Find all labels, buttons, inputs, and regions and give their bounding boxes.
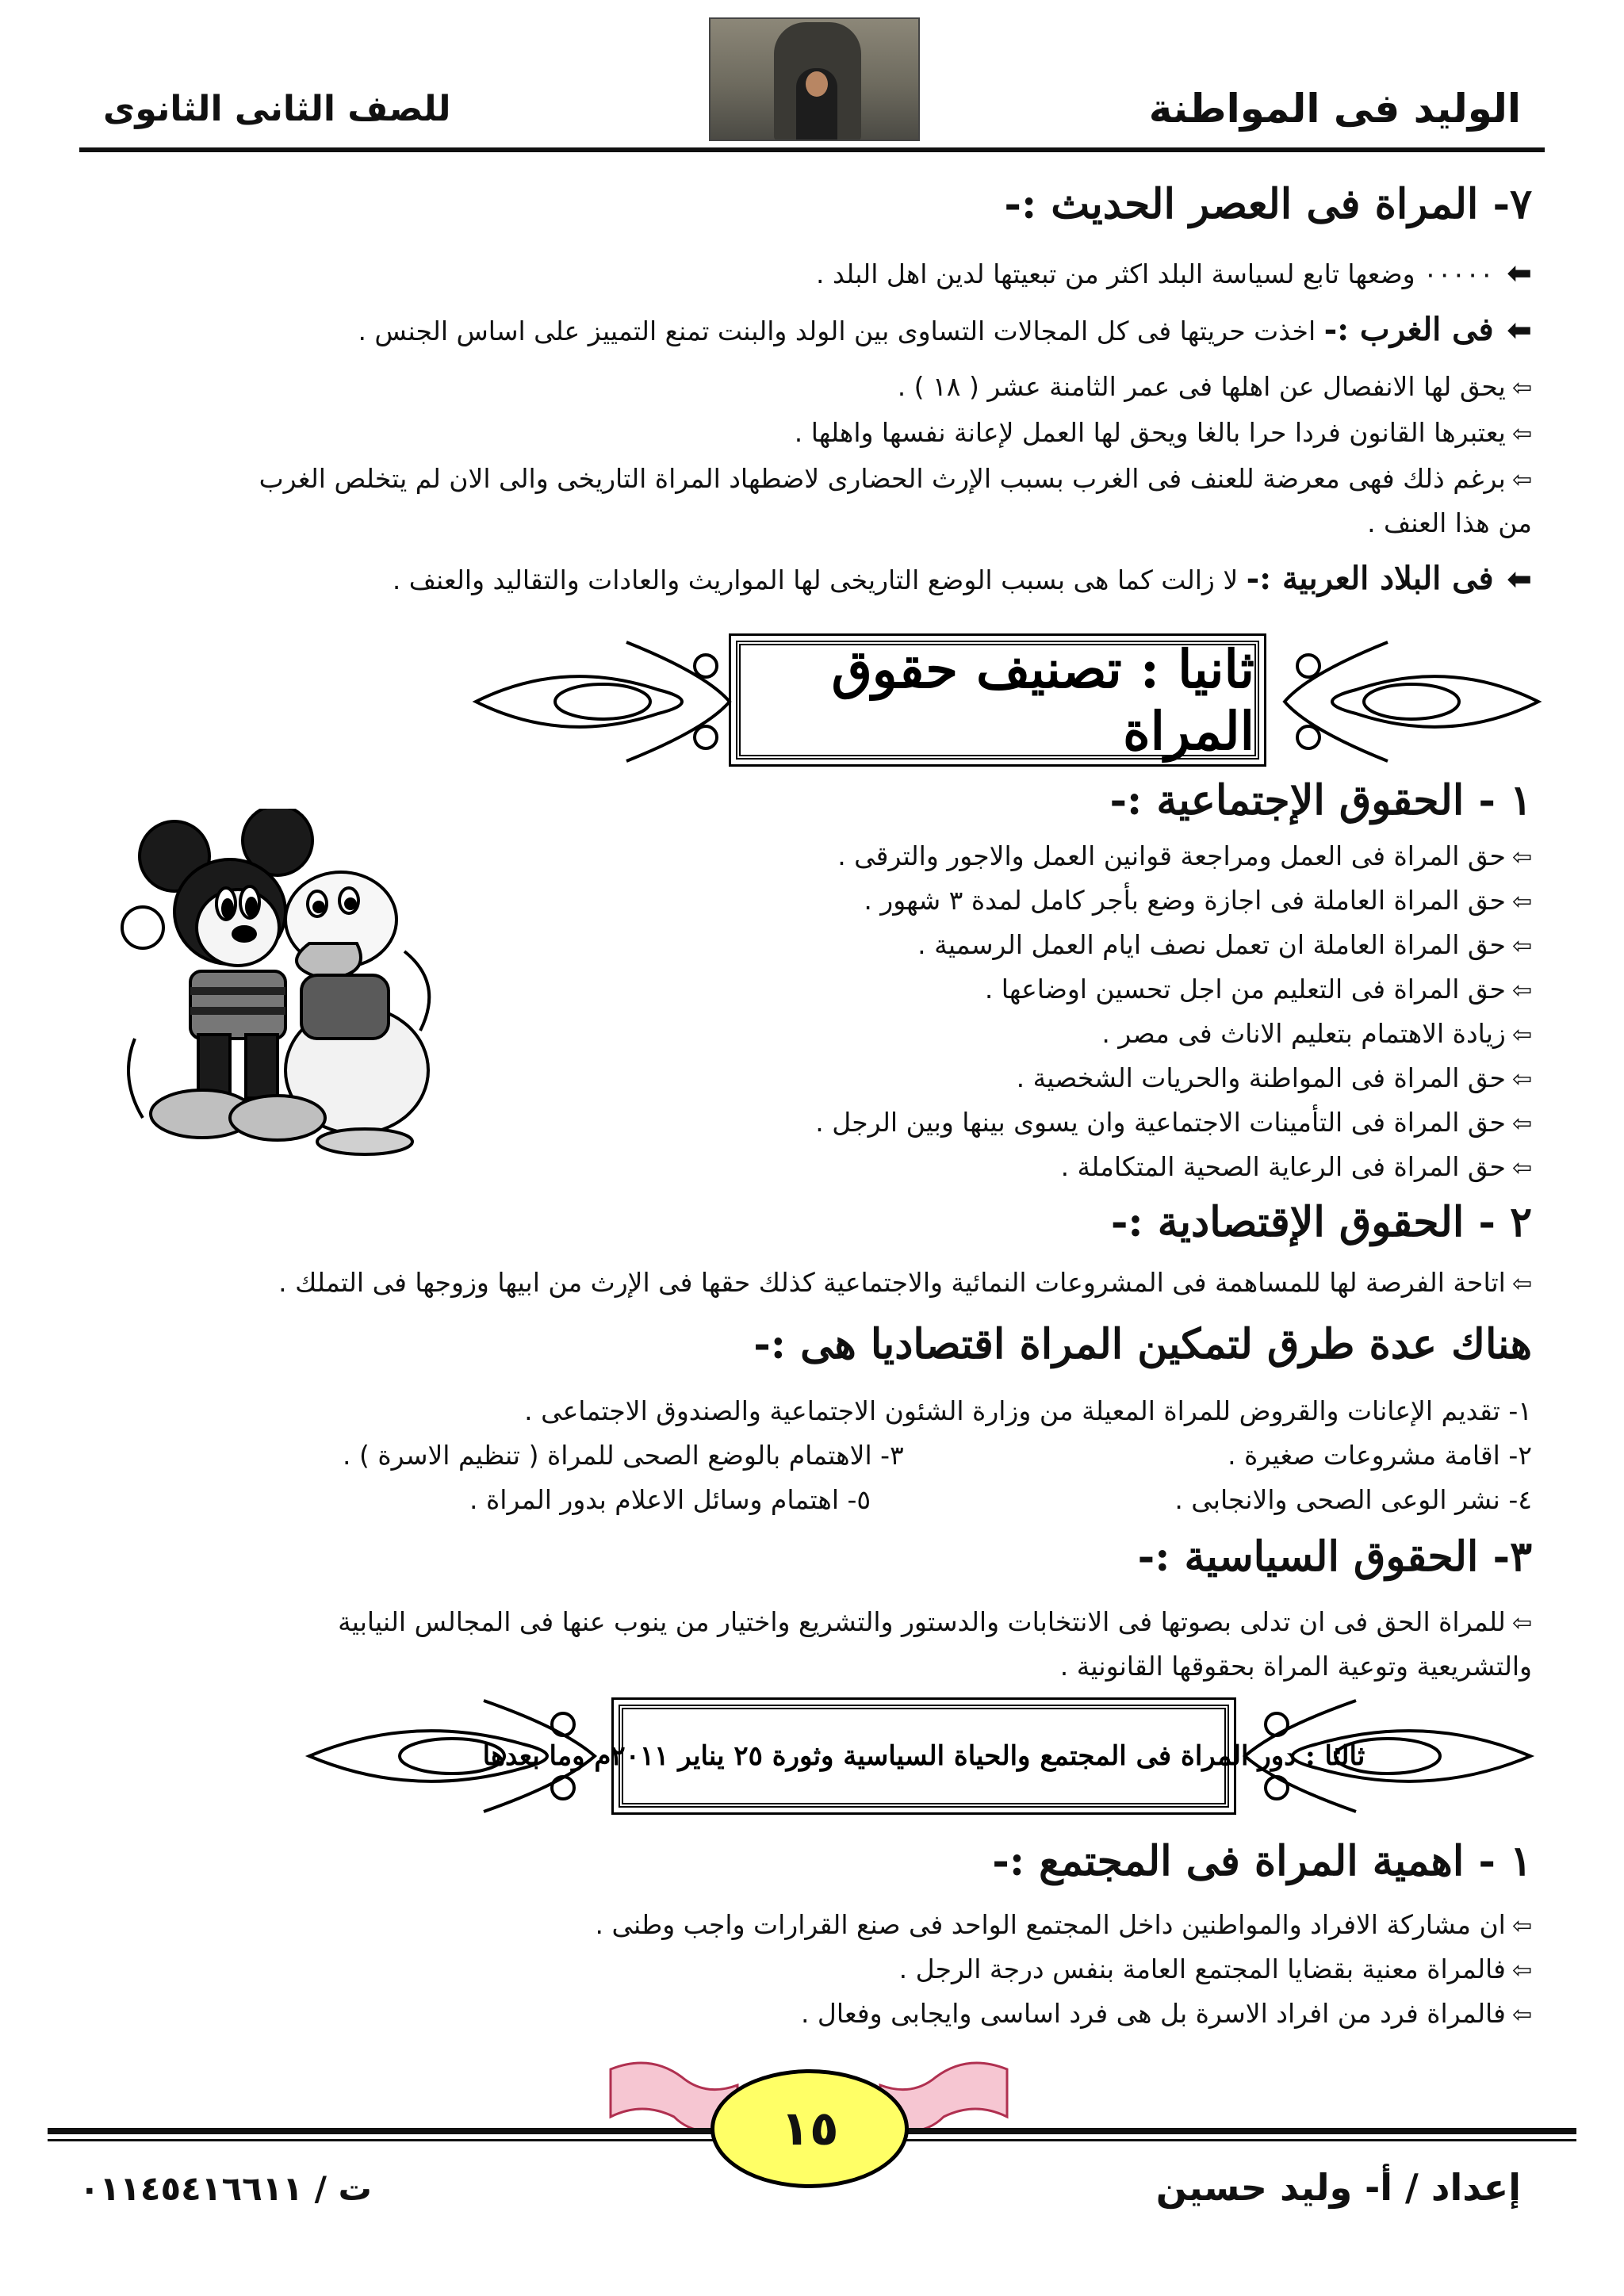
list-row bbox=[48, 1433, 1532, 1478]
list-item: ⇦زيادة الاهتمام بتعليم الاناث فى مصر . bbox=[1101, 1018, 1532, 1049]
cartoon-clipart-image bbox=[119, 809, 452, 1158]
list-item: ⇦حق المراة العاملة ان تعمل نصف ايام العمل الرسمية . bbox=[917, 929, 1532, 960]
outline-arrow-icon: ⇦ bbox=[1511, 1066, 1532, 1093]
bold-arrow-icon: ⬅ bbox=[1507, 561, 1532, 596]
outline-arrow-icon: ⇦ bbox=[1511, 2001, 1532, 2029]
subsection-heading: ٢ - الحقوق الإقتصادية :- bbox=[1110, 1198, 1532, 1246]
subsection-heading: ٣- الحقوق السياسية :- bbox=[1137, 1533, 1532, 1581]
outline-arrow-icon: ⇦ bbox=[1511, 1154, 1532, 1182]
section-heading: ٧- المراة فى العصر الحديث :- bbox=[1004, 180, 1532, 228]
outline-arrow-icon: ⇦ bbox=[1511, 466, 1532, 494]
outline-arrow-icon: ⇦ bbox=[1511, 1912, 1532, 1940]
header-grade: للصف الثانى الثانوى bbox=[103, 89, 451, 129]
outline-arrow-icon: ⇦ bbox=[1511, 888, 1532, 916]
outline-arrow-icon: ⇦ bbox=[1511, 932, 1532, 960]
header-divider bbox=[79, 147, 1545, 152]
west-label: فى الغرب :- bbox=[1323, 311, 1494, 348]
outline-arrow-icon: ⇦ bbox=[1511, 844, 1532, 871]
list-item: ⇦فالمراة معنية بقضايا المجتمع العامة بنفس درجة الرجل . bbox=[898, 1954, 1532, 1984]
list-row bbox=[48, 1478, 1532, 1522]
outline-arrow-icon: ⇦ bbox=[1511, 420, 1532, 448]
outline-arrow-icon: ⇦ bbox=[1511, 1021, 1532, 1049]
list-item: ⇦يعتبرها القانون فردا حرا بالغا ويحق لها العمل لإعانة نفسها واهلها . bbox=[794, 417, 1532, 448]
subsection-heading: ١ - الحقوق الإجتماعية :- bbox=[1109, 776, 1532, 825]
list-item: ٤- نشر الوعى الصحى والانجابى . bbox=[1174, 1484, 1532, 1515]
list-item: ٢- اقامة مشروعات صغيرة . bbox=[1228, 1440, 1532, 1471]
subsection-heading: ١ - اهمية المراة فى المجتمع :- bbox=[992, 1837, 1532, 1885]
list-item: ١- تقديم الإعانات والقروض للمراة المعيلة من وزارة الشئون الاجتماعية والصندوق الاجتماعى . bbox=[524, 1395, 1532, 1426]
outline-arrow-icon: ⇦ bbox=[1511, 977, 1532, 1004]
paragraph: ⬅ فى الغرب :- اخذت حريتها فى كل المجالات التساوى بين الولد والبنت تمنع التمييز على اساس الجنس . bbox=[358, 311, 1532, 348]
page-number: ١٥ bbox=[710, 2069, 909, 2188]
author-photo bbox=[709, 17, 920, 141]
list-item: ⇦حق المراة العاملة فى اجازة وضع بأجر كامل لمدة ٣ شهور . bbox=[864, 885, 1532, 916]
footer-author: إعداد / أ- وليد حسين bbox=[1155, 2166, 1521, 2209]
section-banner: ثالثا : دور المراة فى المجتمع والحياة السياسية وثورة ٢٥ يناير ٢٠١١م وما بعدها bbox=[619, 1705, 1229, 1808]
list-item: ⇦حق المراة فى التعليم من اجل تحسين اوضاعها . bbox=[984, 974, 1532, 1004]
paragraph: ⬅ ٠٠٠٠٠ وضعها تابع لسياسة البلد اكثر من تبعيتها لدين اهل البلد . bbox=[815, 255, 1532, 290]
list-item-continued: من هذا العنف . bbox=[1367, 507, 1532, 538]
list-item: ⇦حق المراة فى العمل ومراجعة قوانين العمل والاجور والترقى . bbox=[837, 840, 1532, 871]
list-item: ⇦حق المراة فى الرعاية الصحية المتكاملة . bbox=[1060, 1151, 1532, 1182]
header-title: الوليد فى المواطنة bbox=[1148, 86, 1521, 132]
section-banner: ثانيا : تصنيف حقوق المراة bbox=[736, 641, 1259, 760]
outline-arrow-icon: ⇦ bbox=[1511, 1609, 1532, 1637]
paragraph: ⇦للمراة الحق فى ان تدلى بصوتها فى الانتخابات والدستور والتشريع واختيار من ينوب عنها فى المجالس النيابية bbox=[338, 1606, 1532, 1637]
list-item: ⇦حق المراة فى التأمينات الاجتماعية وان يسوى بينها وبين الرجل . bbox=[815, 1107, 1532, 1138]
bold-arrow-icon: ⬅ bbox=[1507, 255, 1532, 290]
list-item: ⇦اتاحة الفرصة لها للمساهمة فى المشروعات النمائية والاجتماعية كذلك حقها فى الإرث من ابيها وزوجها فى التملك . bbox=[278, 1267, 1532, 1298]
subsection-heading: هناك عدة طرق لتمكين المراة اقتصاديا هى :- bbox=[753, 1320, 1532, 1368]
footer-phone: ت / ٠١١٤٥٤١٦٦١١ bbox=[79, 2169, 372, 2208]
paragraph-continued: والتشريعية وتوعية المراة بحقوقها القانونية . bbox=[1059, 1651, 1532, 1682]
list-item: ٣- الاهتمام بالوضع الصحى للمراة ( تنظيم الاسرة ) . bbox=[343, 1440, 904, 1471]
list-item: ⇦يحق لها الانفصال عن اهلها فى عمر الثامنة عشر ( ١٨ ) . bbox=[897, 371, 1532, 402]
arab-label: فى البلاد العربية :- bbox=[1246, 560, 1494, 597]
outline-arrow-icon: ⇦ bbox=[1511, 1110, 1532, 1138]
list-item: ⇦فالمراة فرد من افراد الاسرة بل هى فرد اساسى وايجابى وفعال . bbox=[800, 1998, 1532, 2029]
list-item: ⇦حق المراة فى المواطنة والحريات الشخصية . bbox=[1016, 1062, 1532, 1093]
paragraph: ⬅ فى البلاد العربية :- لا زالت كما هى بسبب الوضع التاريخى لها المواريث والعادات والتقاليد والعنف . bbox=[392, 560, 1532, 597]
list-item: ⇦برغم ذلك فهى معرضة للعنف فى الغرب بسبب الإرث الحضارى لاضطهاد المراة التاريخى والى الان لم يتخلص الغرب bbox=[259, 463, 1532, 494]
list-item: ٥- اهتمام وسائل الاعلام بدور المراة . bbox=[469, 1484, 871, 1515]
list-item: ⇦ان مشاركة الافراد والمواطنين داخل المجتمع الواحد فى صنع القرارات واجب وطنى . bbox=[595, 1909, 1532, 1940]
outline-arrow-icon: ⇦ bbox=[1511, 1957, 1532, 1984]
outline-arrow-icon: ⇦ bbox=[1511, 1270, 1532, 1298]
outline-arrow-icon: ⇦ bbox=[1511, 374, 1532, 402]
bold-arrow-icon: ⬅ bbox=[1507, 312, 1532, 347]
